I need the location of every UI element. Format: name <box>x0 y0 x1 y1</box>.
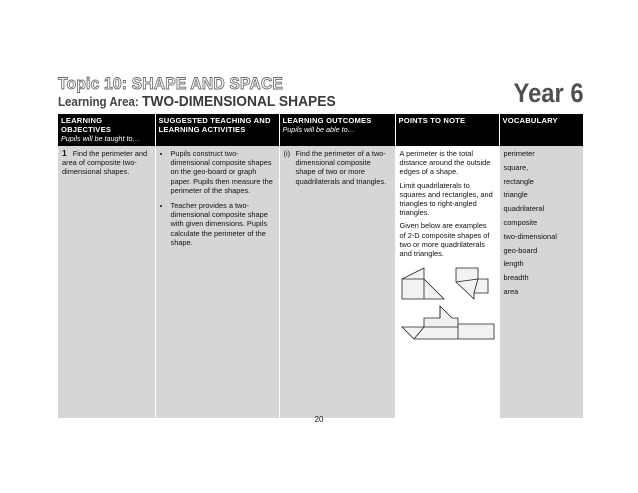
vocabulary-item: geo-board <box>503 245 538 255</box>
column-title: POINTS TO NOTE <box>398 116 466 125</box>
outcome-text: Find the perimeter of a two-dimensional composite shape of two or more quadrilaterals and triangles. <box>295 149 387 186</box>
vocabulary-cell <box>499 146 583 418</box>
vocabulary-item: triangle <box>503 190 528 200</box>
shape-house <box>402 268 444 299</box>
notes-cell <box>395 146 499 418</box>
vocabulary-item: rectangle <box>503 176 534 186</box>
vocabulary-item: two-dimensional <box>503 231 557 241</box>
note-item: Limit quadrilaterals to squares and rectangles, and triangles to right-angled triangles. <box>399 180 493 218</box>
objective-number: 1 <box>62 148 67 158</box>
note-item: Given below are examples of 2-D composite shapes of two or more quadrilaterals and triangles. <box>399 221 490 259</box>
table-header-row <box>58 114 583 146</box>
column-subtitle: Pupils will be taught to… <box>61 134 140 143</box>
learning-area-prefix: Learning Area: <box>58 95 139 109</box>
column-title: LEARNING OUTCOMES <box>282 116 372 125</box>
vocabulary-item: area <box>503 286 519 296</box>
vocabulary-item: perimeter <box>503 149 535 158</box>
column-subtitle: Pupils will be able to… <box>282 125 355 134</box>
vocabulary-item: quadrilateral <box>503 204 545 214</box>
scheme-of-work-table <box>58 114 583 418</box>
header-points-to-note <box>395 114 499 146</box>
vocabulary-item: breadth <box>503 273 529 283</box>
header-learning-outcomes <box>279 114 395 146</box>
activity-item: • Pupils construct two-dimensional composite shapes on the geo-board or graph paper. Pupils then measure the perimeter of the shapes. <box>171 149 275 195</box>
header-teaching-activities <box>155 114 279 146</box>
shape-tilted-square <box>456 268 488 299</box>
activities-cell <box>155 146 279 418</box>
table-row <box>58 146 583 418</box>
note-item: A perimeter is the total distance around the outside edges of a shape. <box>399 149 491 177</box>
objective-text: Find the perimeter and area of composite two-dimensional shapes. <box>62 149 148 177</box>
shape-boat <box>402 306 494 339</box>
column-title: LEARNING OBJECTIVES <box>61 116 112 134</box>
header-learning-objectives <box>58 114 155 146</box>
outcomes-cell <box>279 146 395 418</box>
composite-shapes-illustration <box>400 262 496 350</box>
vocabulary-item: square, <box>503 162 529 172</box>
outcome-label: (i) <box>283 149 291 158</box>
header-vocabulary <box>499 114 583 146</box>
vocabulary-item: length <box>503 259 524 269</box>
vocabulary-item: composite <box>503 217 538 227</box>
activity-item: • Teacher provides a two-dimensional composite shape with given dimensions. Pupils calculate the perimeter of the shape. <box>171 201 275 247</box>
column-title: VOCABULARY <box>502 116 558 125</box>
page-number: 20 <box>314 415 324 424</box>
objective-cell <box>58 146 155 418</box>
topic-title: Topic 10: SHAPE AND SPACE <box>58 74 284 93</box>
learning-area <box>58 93 336 110</box>
column-title: SUGGESTED TEACHING AND LEARNING ACTIVITIES <box>158 116 271 134</box>
learning-area-name: TWO-DIMENSIONAL SHAPES <box>141 93 336 110</box>
year-label: Year 6 <box>513 78 584 108</box>
